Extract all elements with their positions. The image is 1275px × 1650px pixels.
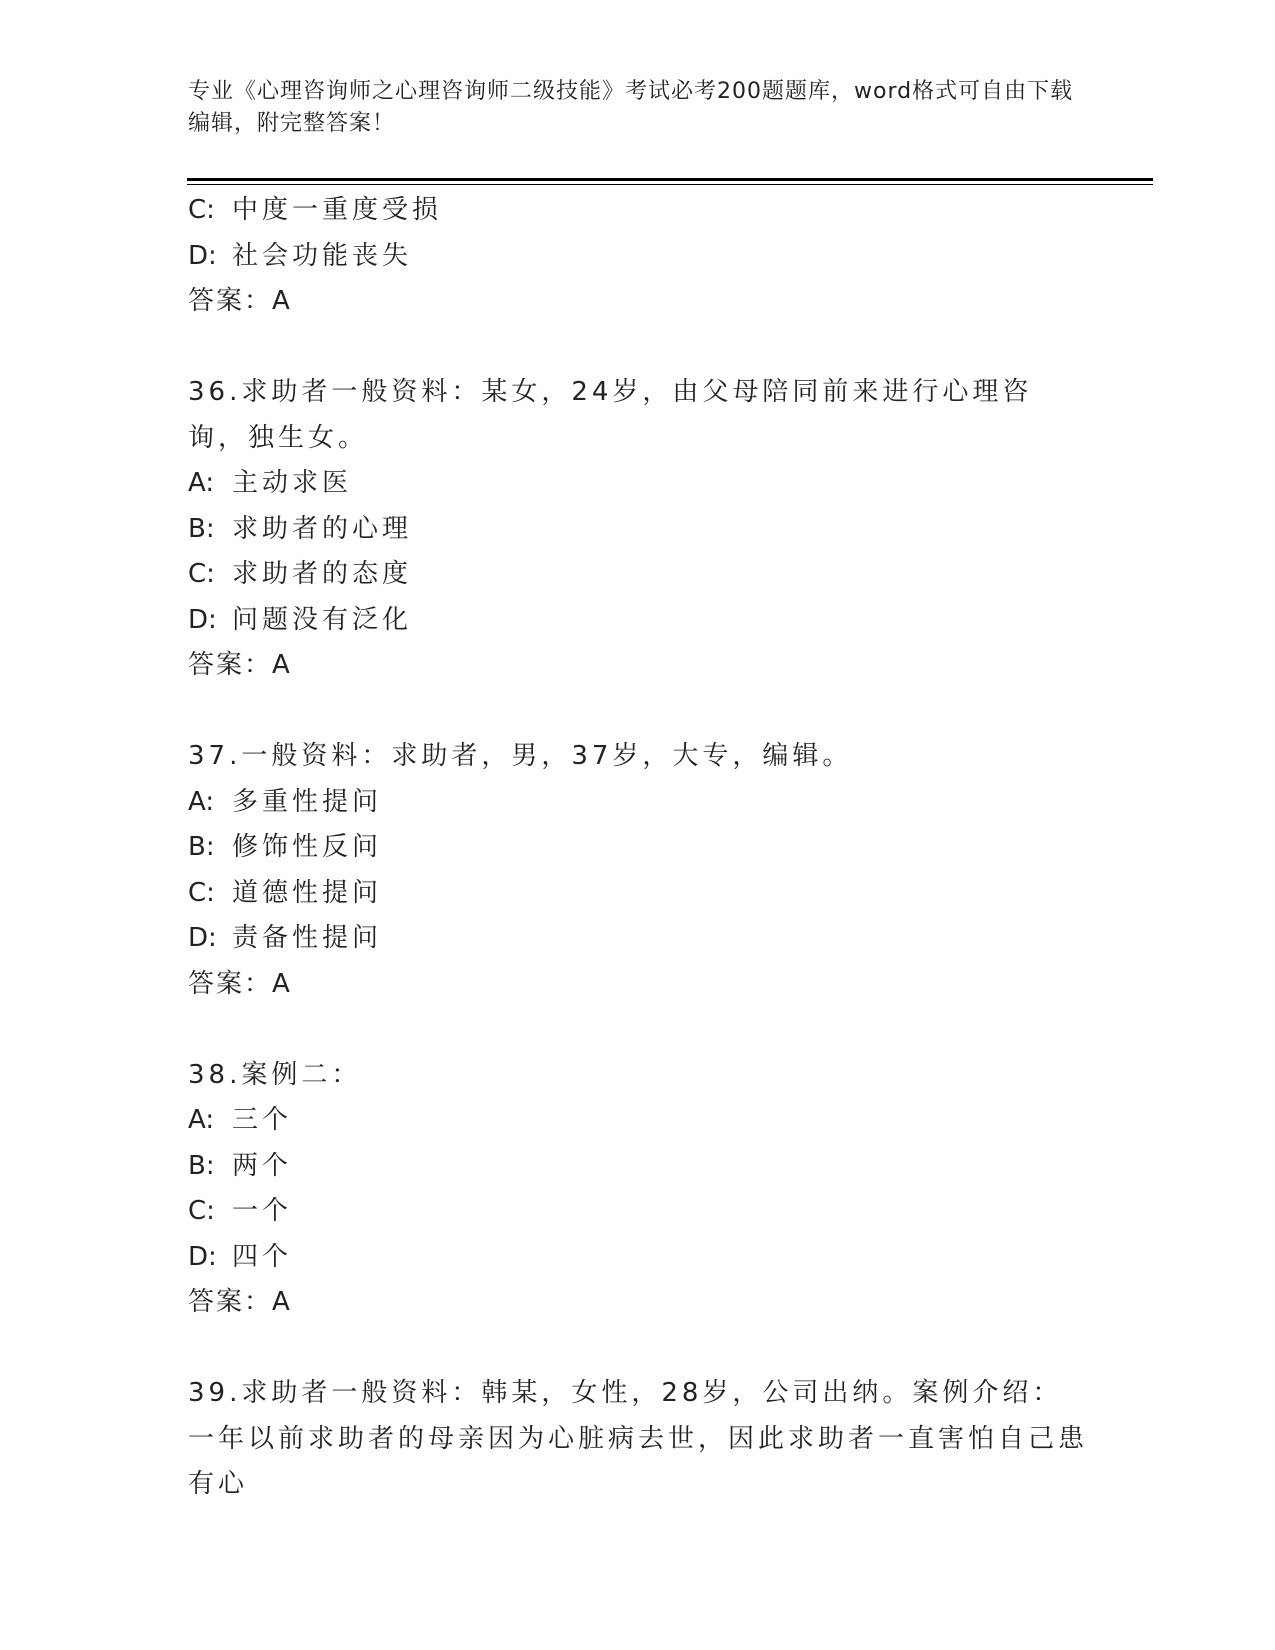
option-d: D: 社会功能丧失 bbox=[188, 240, 413, 271]
option-b: B: 两个 bbox=[188, 1150, 293, 1181]
header-divider-thick bbox=[187, 178, 1153, 181]
answer-line: 答案：A bbox=[188, 650, 292, 680]
option-d: D: 四个 bbox=[188, 1241, 293, 1272]
question-stem: 37.一般资料：求助者，男，37岁，大专，编辑。 bbox=[188, 741, 853, 771]
header-text: 专业《心理咨询师之心理咨询师二级技能》考试必考200题题库，word格式可自由下载编辑，附完整答案！ bbox=[188, 79, 1074, 136]
option-a: A: 主动求医 bbox=[188, 468, 353, 498]
option-b: B: 修饰性反问 bbox=[188, 832, 383, 862]
option-d: D: 责备性提问 bbox=[188, 923, 383, 953]
question-stem: 38.案例二： bbox=[188, 1059, 362, 1090]
document-header bbox=[188, 76, 1088, 140]
option-b: B: 求助者的心理 bbox=[188, 513, 413, 544]
option-a: A: 三个 bbox=[188, 1105, 293, 1135]
answer-line: 答案：A bbox=[188, 286, 292, 316]
option-c: C: 一个 bbox=[188, 1196, 293, 1226]
option-c: C: 中度一重度受损 bbox=[188, 195, 443, 225]
answer-line: 答案：A bbox=[188, 1287, 292, 1317]
question-stem: 36.求助者一般资料：某女，24岁，由父母陪同前来进行心理咨询，独生女。 bbox=[188, 377, 1033, 453]
option-d: D: 问题没有泛化 bbox=[188, 604, 413, 635]
question-stem: 39.求助者一般资料：韩某，女性，28岁，公司出纳。案例介绍：一年以前求助者的母亲因为心脏病去世，因此求助者一直害怕自己患有心 bbox=[188, 1378, 1089, 1499]
question-list bbox=[188, 188, 1088, 1508]
option-c: C: 求助者的态度 bbox=[188, 559, 413, 589]
option-a: A: 多重性提问 bbox=[188, 786, 383, 817]
answer-line: 答案：A bbox=[188, 968, 292, 999]
header-divider-thin bbox=[187, 184, 1153, 185]
option-c: C: 道德性提问 bbox=[188, 877, 383, 908]
